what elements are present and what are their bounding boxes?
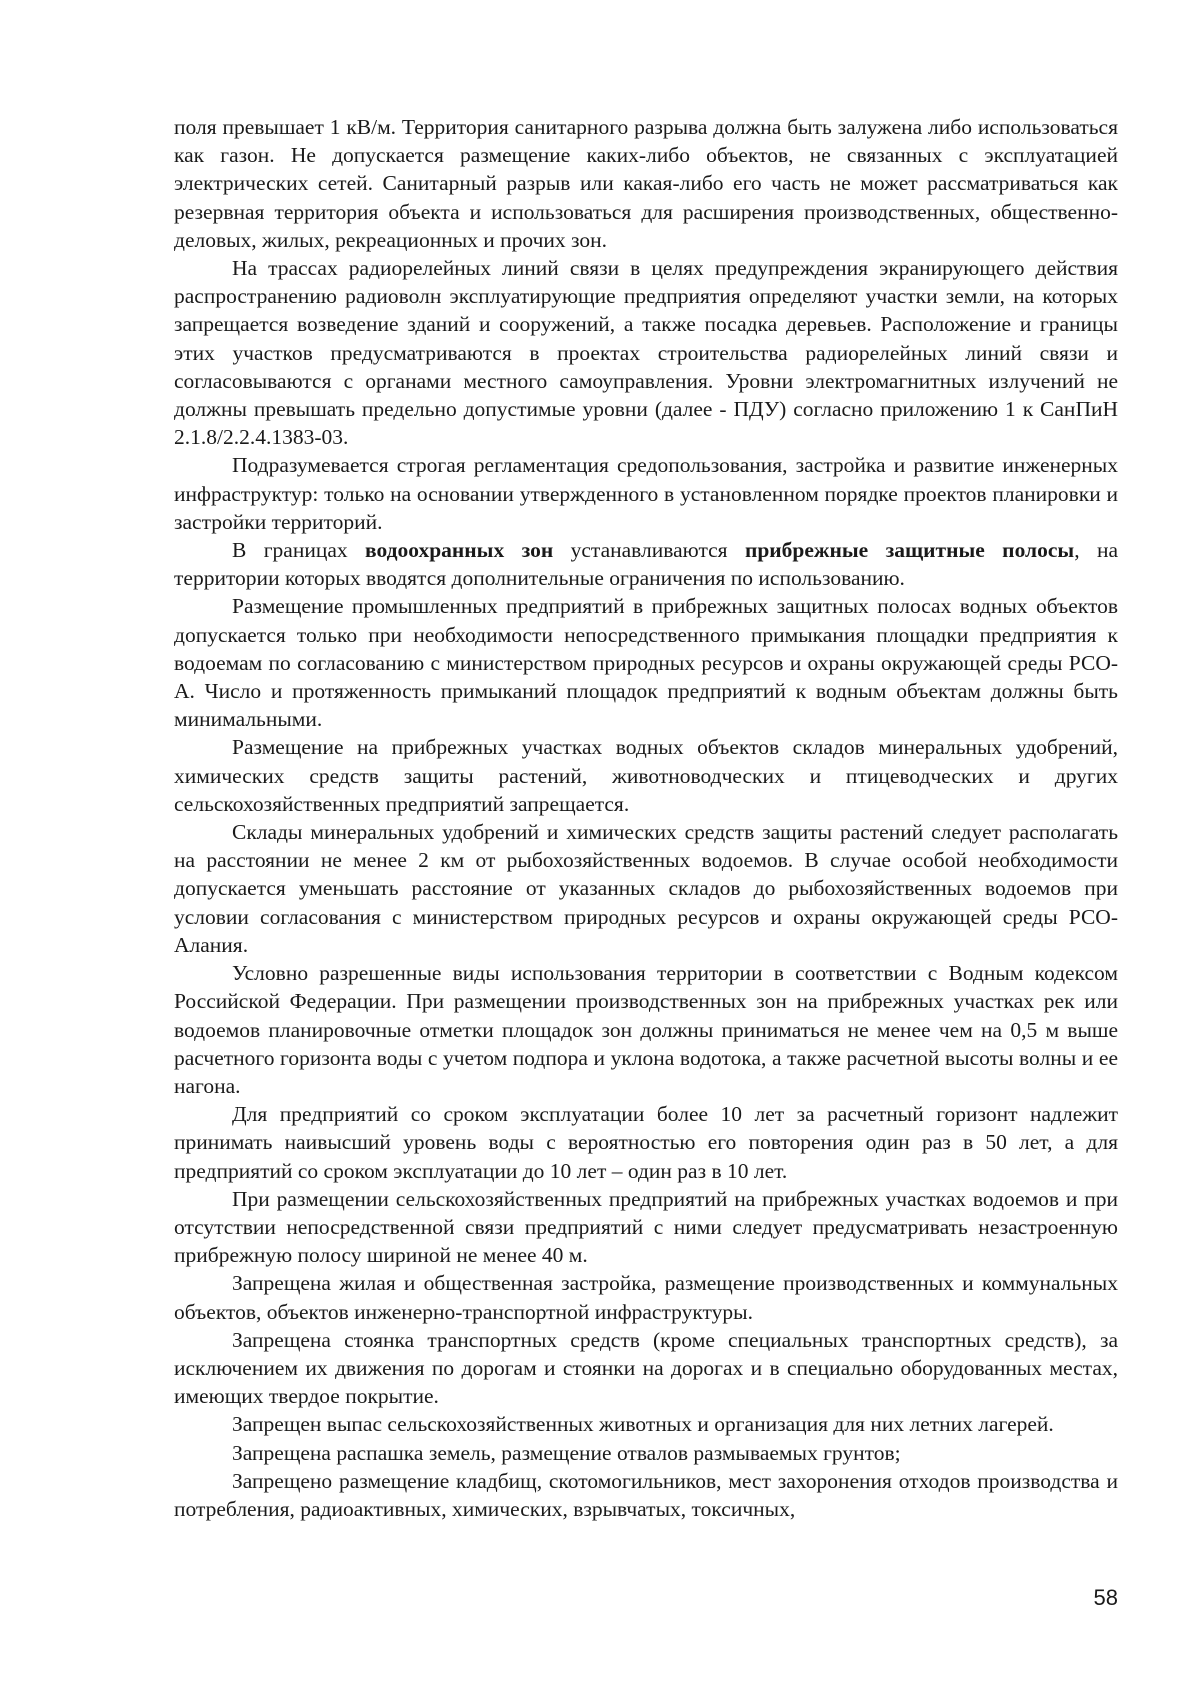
paragraph: Запрещена жилая и общественная застройка, размещение производственных и коммунальных объектов, объектов инженерно-транспортной инфраструктуры.: [174, 1271, 1118, 1324]
paragraph: Для предприятий со сроком эксплуатации более 10 лет за расчетный горизонт надлежит принимать наивысший уровень воды с вероятностью его повторения один раз в 50 лет, а для предприятий со сроком эксплуатации до 10 лет – один раз в 10 лет.: [174, 1102, 1118, 1183]
paragraph: На трассах радиорелейных линий связи в целях предупреждения экранирующего действия распространению радиоволн эксплуатирующие предприятия определяют участки земли, на которых запрещается возведение зданий и сооружений, а также посадка деревьев. Расположение и границы этих участков предусматриваются в проектах строительства радиорелейных линий связи и согласовываются с органами местного самоуправления. Уровни электромагнитных излучений не должны превышать предельно допустимые уровни (далее - ПДУ) согласно приложению 1 к СанПиН 2.1.8/2.2.4.1383-03.: [174, 256, 1118, 450]
paragraph: При размещении сельскохозяйственных предприятий на прибрежных участках водоемов и при отсутствии непосредственной связи предприятий с ними следует предусматривать незастроенную прибрежную полосу шириной не менее 40 м.: [174, 1186, 1118, 1268]
bold-term-coastal-protection-strips: прибрежные защитные полосы: [744, 538, 1075, 563]
paragraph: Размещение на прибрежных участках водных объектов складов минеральных удобрений, химических средств защиты растений, животноводческих и птицеводческих и других сельскохозяйственных предприятий запрещается.: [174, 735, 1118, 816]
paragraph-water-protection-zones: [174, 536, 1118, 592]
paragraph: Склады минеральных удобрений и химических средств защиты растений следует располагать на расстоянии не менее 2 км от рыбохозяйственных водоемов. В случае особой необходимости допускается уменьшать расстояние от указанных складов до рыбохозяйственных водоемов при условии согласования с министерством природных ресурсов и охраны окружающей среды РСО-Алания.: [174, 820, 1118, 957]
document-page: [174, 113, 1118, 1523]
paragraph: Запрещена стоянка транспортных средств (кроме специальных транспортных средств), за исключением их движения по дорогам и стоянки на дорогах и в специально оборудованных местах, имеющих твердое покрытие.: [174, 1327, 1118, 1409]
page-number: 58: [1093, 1585, 1118, 1610]
paragraph: Запрещено размещение кладбищ, скотомогильников, мест захоронения отходов производства и потребления, радиоактивных, химических, взрывчатых, токсичных,: [174, 1468, 1118, 1521]
paragraph: Запрещен выпас сельскохозяйственных животных и организация для них летних лагерей.: [232, 1412, 1054, 1437]
text-fragment: устанавливаются: [553, 538, 745, 563]
paragraph: Подразумевается строгая регламентация средопользования, застройка и развитие инженерных инфраструктур: только на основании утвержденного в установленном порядке проектов планировки и застройки территорий.: [174, 453, 1118, 534]
paragraph: Условно разрешенные виды использования территории в соответствии с Водным кодексом Российской Федерации. При размещении производственных зон на прибрежных участках рек или водоемов планировочные отметки площадок зон должны приниматься не менее чем на 0,5 м выше расчетного горизонта воды с учетом подпора и уклона водотока, а также расчетной высоты волны и ее нагона.: [174, 961, 1118, 1098]
bold-term-water-protection-zones: водоохранных зон: [365, 538, 554, 563]
text-fragment: , на территории которых вводятся дополнительные ограничения по использованию.: [174, 538, 1118, 591]
paragraph: Размещение промышленных предприятий в прибрежных защитных полосах водных объектов допускается только при необходимости непосредственного примыкания площадки предприятия к водоемам по согласованию с министерством природных ресурсов и охраны окружающей среды РСО-А. Число и протяженность примыканий площадок предприятий к водным объектам должны быть минимальными.: [174, 594, 1118, 732]
paragraph: Запрещена распашка земель, размещение отвалов размываемых грунтов;: [232, 1440, 901, 1465]
text-fragment: В границах: [232, 538, 366, 563]
paragraph: поля превышает 1 кВ/м. Территория санитарного разрыва должна быть залужена либо использоваться как газон. Не допускается размещение каких-либо объектов, не связанных с эксплуатацией электрических сетей. Санитарный разрыв или какая-либо его часть не может рассматриваться как резервная территория объекта и использоваться для расширения производственных, общественно-деловых, жилых, рекреационных и прочих зон.: [174, 115, 1118, 252]
